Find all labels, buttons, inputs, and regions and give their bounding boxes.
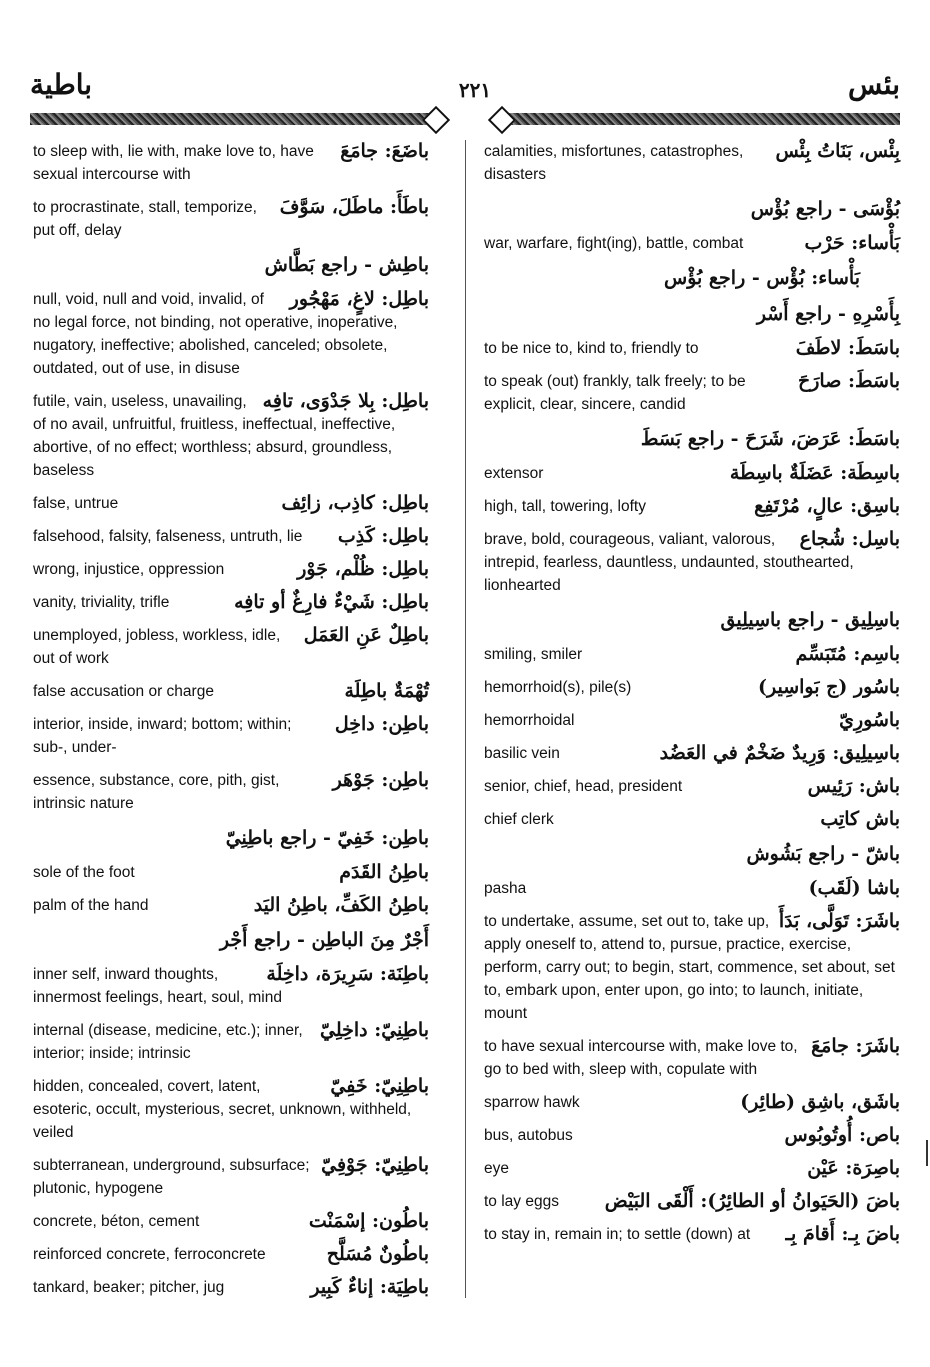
dictionary-entry bbox=[484, 709, 900, 732]
arabic-headword: باضَعَ: جامَعَ bbox=[340, 140, 429, 162]
english-definition: chief clerk bbox=[484, 811, 554, 828]
dictionary-entry bbox=[484, 337, 900, 360]
page-edge-mark bbox=[926, 1140, 928, 1166]
english-definition: inner self, inward thoughts, innermost feelings, heart, soul, mind bbox=[33, 966, 282, 1006]
english-definition: palm of the hand bbox=[33, 897, 149, 914]
arabic-headword: باطِيَة: إناءٌ كَبِير bbox=[310, 1276, 429, 1298]
dictionary-entry bbox=[33, 1243, 429, 1266]
cross-reference-entry: باطِن: خَفِيّ - راجع باطِنِيّ bbox=[225, 827, 429, 849]
english-definition: futile, vain, useless, unavailing, of no avail, unfruitful, fruitless, ineffectual, ineffective, abortive, of no effect; worthless; absurd, groundless, baseless bbox=[33, 393, 396, 479]
arabic-headword: باسَطَ: صارَحَ bbox=[797, 370, 900, 392]
english-definition: concrete, béton, cement bbox=[33, 1213, 200, 1230]
english-definition: essence, substance, core, pith, gist, intrinsic nature bbox=[33, 772, 280, 812]
arabic-headword: بِئْس، بَنَاتُ بِئْس bbox=[775, 140, 900, 162]
arabic-headword: باسِل: شُجاع bbox=[799, 528, 900, 550]
english-definition: vanity, triviality, trifle bbox=[33, 594, 170, 611]
english-definition: extensor bbox=[484, 465, 544, 482]
dictionary-entry bbox=[484, 1157, 900, 1180]
english-definition: to stay in, remain in; to settle (down) at bbox=[484, 1226, 751, 1243]
page-number: ٢٢١ bbox=[458, 78, 492, 102]
arabic-headword: باسُور (ج بَواسِير) bbox=[758, 676, 900, 698]
arabic-headword: باطِل: شَيْءٌ فارِغٌ أو تافِه bbox=[234, 591, 429, 613]
cross-reference-entry: أَجْرٌ مِنَ الباطِن - راجع أَجْر bbox=[219, 929, 429, 951]
arabic-headword: باطِنِيّ: جَوْفِيّ bbox=[321, 1154, 429, 1176]
arabic-headword: باطِنُ القَدَم bbox=[339, 861, 429, 883]
column-divider bbox=[465, 140, 466, 1298]
dictionary-entry bbox=[484, 643, 900, 666]
english-definition: bus, autobus bbox=[484, 1127, 573, 1144]
english-definition: false accusation or charge bbox=[33, 683, 214, 700]
english-definition: smiling, smiler bbox=[484, 646, 583, 663]
english-definition: war, warfare, fight(ing), battle, combat bbox=[484, 235, 744, 252]
dictionary-entry bbox=[484, 1091, 900, 1114]
dictionary-entry bbox=[33, 140, 429, 186]
dictionary-entry bbox=[484, 742, 900, 765]
dictionary-entry bbox=[484, 1190, 900, 1213]
dictionary-entry bbox=[484, 1223, 900, 1246]
english-definition: to be nice to, kind to, friendly to bbox=[484, 340, 699, 357]
english-definition: sparrow hawk bbox=[484, 1094, 580, 1111]
dictionary-entry bbox=[33, 680, 429, 703]
arabic-headword: باطِن: جَوْهَر bbox=[332, 769, 429, 791]
cross-reference-entry: باشّ - راجع بَشُوش bbox=[746, 843, 900, 865]
arabic-headword: باسِطَة: عَضَلَةٌ باسِطَة bbox=[729, 462, 900, 484]
dictionary-entry bbox=[33, 894, 429, 917]
arabic-headword: باطُونٌ مُسَلَّح bbox=[326, 1243, 429, 1265]
arabic-headword: باسِق: عالٍ، مُرْتَفِع bbox=[754, 495, 900, 517]
dictionary-entry bbox=[484, 910, 900, 1025]
dictionary-entry bbox=[33, 1075, 429, 1144]
arabic-headword: باسَطَ: لاطَفَ bbox=[795, 337, 900, 359]
arabic-headword: باص: أُوتُوبُوس bbox=[784, 1124, 900, 1146]
dictionary-entry bbox=[33, 713, 429, 759]
diamond-ornament-icon bbox=[422, 106, 450, 134]
dictionary-entry bbox=[484, 877, 900, 900]
running-head-left: باطية bbox=[30, 68, 93, 101]
arabic-headword: باضَ بِـ: أَقامَ بِـ bbox=[785, 1223, 900, 1245]
english-definition: tankard, beaker; pitcher, jug bbox=[33, 1279, 225, 1296]
dictionary-entry bbox=[484, 1035, 900, 1081]
arabic-headword: باطِل: بِلا جَدْوَى، تافِه bbox=[262, 390, 429, 412]
english-definition: interior, inside, inward; bottom; within; sub-, under- bbox=[33, 716, 292, 756]
english-definition: hemorrhoid(s), pile(s) bbox=[484, 679, 632, 696]
english-definition: to sleep with, lie with, make love to, have sexual intercourse with bbox=[33, 143, 314, 183]
english-definition: to undertake, assume, set out to, take up, apply oneself to, attend to, pursue, practice, exercise, perform, carry out; to begin, start, commence, set about, set to, embark upon, enter upon, go into; to launch, initiate, mount bbox=[484, 913, 895, 1022]
dictionary-entry bbox=[484, 140, 900, 186]
arabic-headword: باسُورِيّ bbox=[839, 709, 900, 731]
english-definition: basilic vein bbox=[484, 745, 560, 762]
arabic-headword: باضَ (الحَيَوانُ أو الطائِرُ): أَلْقَى البَيْض bbox=[604, 1190, 900, 1212]
english-definition: wrong, injustice, oppression bbox=[33, 561, 225, 578]
english-definition: false, untrue bbox=[33, 495, 119, 512]
dictionary-entry bbox=[33, 769, 429, 815]
arabic-headword: باصِرَة: عَيْن bbox=[807, 1157, 900, 1179]
arabic-headword: باطِن: داخِل bbox=[334, 713, 429, 735]
english-definition: senior, chief, head, president bbox=[484, 778, 683, 795]
dictionary-entry bbox=[33, 1276, 429, 1299]
arabic-headword: باسِيلِيق: وَرِيدٌ ضَخْمٌ في العَضُد bbox=[659, 742, 900, 764]
arabic-headword: باسِم: مُتَبَسِّم bbox=[795, 643, 900, 665]
english-definition: to lay eggs bbox=[484, 1193, 559, 1210]
dictionary-entry bbox=[484, 370, 900, 416]
english-definition: unemployed, jobless, workless, idle, out of work bbox=[33, 627, 281, 667]
dictionary-entry bbox=[33, 1154, 429, 1200]
english-definition: hemorrhoidal bbox=[484, 712, 575, 729]
dictionary-entry bbox=[33, 591, 429, 614]
dictionary-entry bbox=[33, 492, 429, 515]
arabic-headword: باطِل: ظُلْم، جَوْر bbox=[297, 558, 429, 580]
right-column bbox=[484, 140, 900, 1256]
english-definition: subterranean, underground, subsurface; plutonic, hypogene bbox=[33, 1157, 310, 1197]
dictionary-entry bbox=[484, 775, 900, 798]
arabic-headword: باشا (لَقَب) bbox=[808, 877, 900, 899]
english-definition: hidden, concealed, covert, latent, esoteric, occult, mysterious, secret, unknown, withheld, veiled bbox=[33, 1078, 412, 1141]
arabic-headword: باطِل: كَذِب bbox=[337, 525, 429, 547]
english-definition: internal (disease, medicine, etc.); inner, interior; inside; intrinsic bbox=[33, 1022, 303, 1062]
arabic-headword: باطِلٌ عَنِ العَمَل bbox=[303, 624, 429, 646]
english-definition: to speak (out) frankly, talk freely; to be explicit, clear, sincere, candid bbox=[484, 373, 746, 413]
arabic-headword: باطُون: إسْمَنْت bbox=[308, 1210, 429, 1232]
dictionary-entry bbox=[33, 963, 429, 1009]
english-definition: reinforced concrete, ferroconcrete bbox=[33, 1246, 266, 1263]
cross-reference-entry: باسَطَ: عَرَضَ، شَرَحَ - راجع بَسَطَ bbox=[640, 428, 900, 450]
arabic-headword: باطِنِيّ: داخِلِيّ bbox=[319, 1019, 429, 1041]
dictionary-entry bbox=[484, 232, 900, 255]
dictionary-entry bbox=[33, 624, 429, 670]
english-definition: high, tall, towering, lofty bbox=[484, 498, 646, 515]
arabic-headword: باطِل: لاغٍ، مَهْجُور bbox=[289, 288, 429, 310]
arabic-headword: بَأْساء: حَرْب bbox=[804, 232, 900, 254]
dictionary-entry bbox=[33, 1019, 429, 1065]
cross-reference-entry: بَأْساء: بُؤْس - راجع بُؤْس bbox=[664, 267, 860, 289]
arabic-headword: باطِنَة: سَرِيرَة، داخِلَة bbox=[266, 963, 429, 985]
english-definition: brave, bold, courageous, valiant, valorous, intrepid, fearless, dauntless, undaunted, stouthearted, lionhearted bbox=[484, 531, 854, 594]
arabic-headword: باطِل: كاذِب، زائِف bbox=[281, 492, 429, 514]
arabic-headword: باشَق، باشِق (طائِر) bbox=[740, 1091, 900, 1113]
dictionary-entry bbox=[33, 196, 429, 242]
english-definition: falsehood, falsity, falseness, untruth, lie bbox=[33, 528, 303, 545]
cross-reference-entry: بُؤْسَى - راجع بُؤْس bbox=[750, 198, 900, 220]
arabic-headword: باطَأَ: ماطَلَ، سَوَّفَ bbox=[279, 196, 429, 218]
english-definition: pasha bbox=[484, 880, 527, 897]
english-definition: null, void, null and void, invalid, of no legal force, not binding, not operative, inoperative, nugatory, ineffective; abolished, canceled; obsolete, outdated, out of use, in disuse bbox=[33, 291, 398, 377]
cross-reference-entry: باطِش - راجع بَطَّاش bbox=[264, 254, 429, 276]
dictionary-entry bbox=[484, 676, 900, 699]
english-definition: sole of the foot bbox=[33, 864, 135, 881]
header-ornament-left bbox=[30, 113, 432, 125]
dictionary-entry bbox=[33, 390, 429, 482]
dictionary-entry bbox=[33, 861, 429, 884]
left-column bbox=[33, 140, 429, 1309]
dictionary-entry bbox=[484, 528, 900, 597]
diamond-ornament-icon bbox=[488, 106, 516, 134]
arabic-headword: باشَرَ: تَوَلَّى، بَدَأَ bbox=[778, 910, 900, 932]
arabic-headword: باشَرَ: جامَعَ bbox=[811, 1035, 900, 1057]
english-definition: eye bbox=[484, 1160, 509, 1177]
arabic-headword: باطِنِيّ: خَفِيّ bbox=[330, 1075, 429, 1097]
cross-reference-entry: بِأَسْرِهِ - راجع أَسْر bbox=[756, 303, 900, 325]
dictionary-entry bbox=[484, 1124, 900, 1147]
header-ornament-right bbox=[502, 113, 900, 125]
arabic-headword: باطِنُ الكَفِّ، باطِنُ اليَد bbox=[253, 894, 429, 916]
arabic-headword: باش كاتِب bbox=[820, 808, 900, 830]
cross-reference-entry: باسِلِيق - راجع باسِيلِيق bbox=[720, 609, 900, 631]
dictionary-entry bbox=[33, 558, 429, 581]
dictionary-entry bbox=[484, 495, 900, 518]
english-definition: to procrastinate, stall, temporize, put off, delay bbox=[33, 199, 257, 239]
english-definition: to have sexual intercourse with, make love to, go to bed with, sleep with, copulate with bbox=[484, 1038, 798, 1078]
dictionary-entry bbox=[484, 808, 900, 831]
dictionary-entry bbox=[33, 1210, 429, 1233]
arabic-headword: تُهْمَةٌ باطِلَة bbox=[344, 680, 429, 702]
english-definition: calamities, misfortunes, catastrophes, disasters bbox=[484, 143, 744, 183]
dictionary-entry bbox=[33, 525, 429, 548]
dictionary-entry bbox=[484, 462, 900, 485]
arabic-headword: باش: رَئِيس bbox=[807, 775, 900, 797]
running-head-right: بئس bbox=[848, 68, 900, 101]
dictionary-entry bbox=[33, 288, 429, 380]
